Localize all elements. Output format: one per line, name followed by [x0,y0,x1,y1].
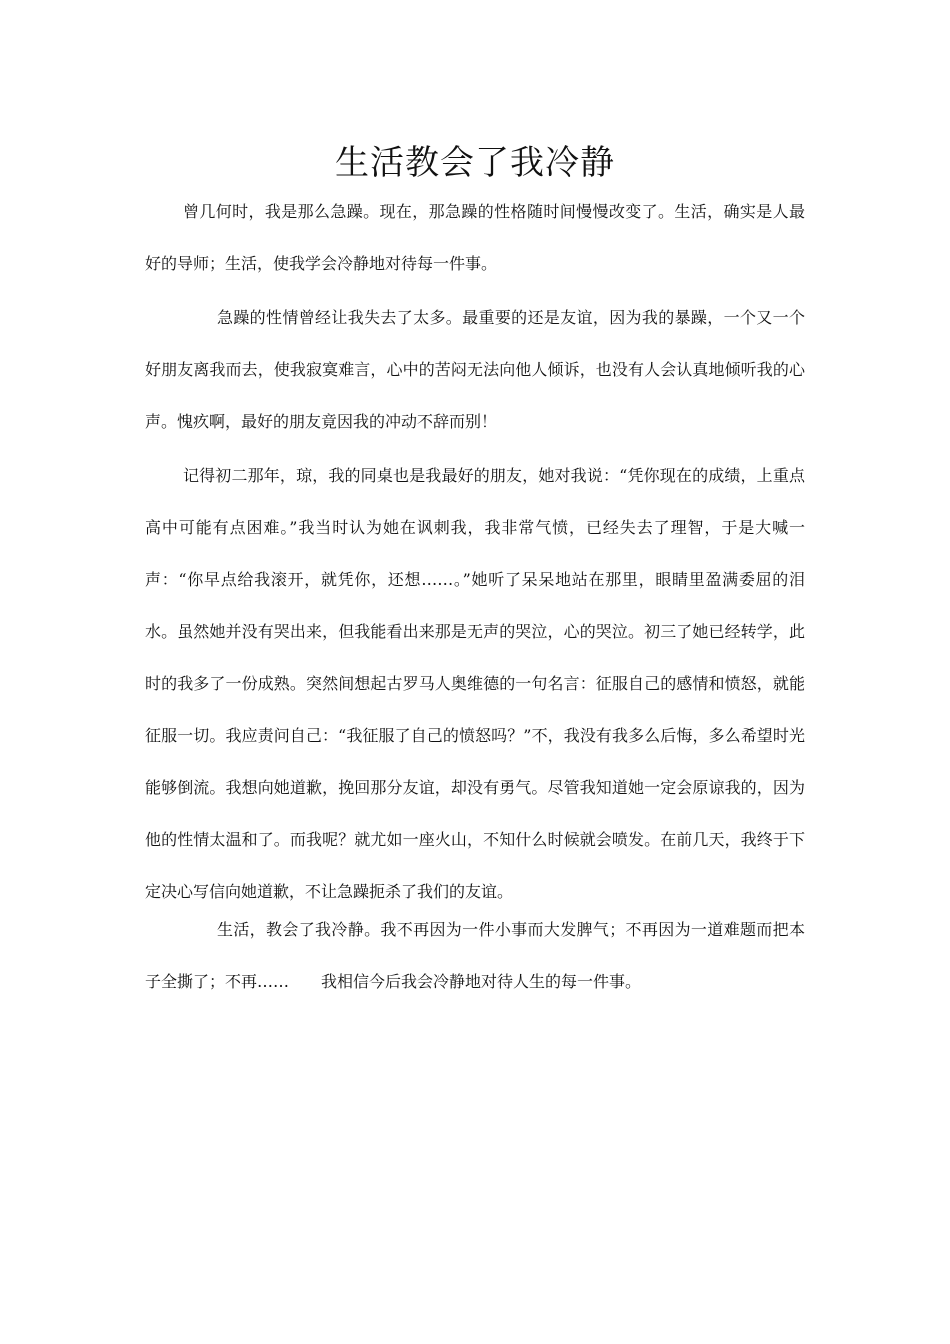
document-title: 生活教会了我冷静 [335,143,615,183]
paragraph-1: 曾几何时，我是那么急躁。现在，那急躁的性格随时间慢慢改变了。生活，确实是人最好的导师；生活，使我学会冷静地对待每一件事。 [145,202,805,273]
paragraph-4 [145,904,805,1008]
paragraph-4-part-1: 生活，教会了我冷静。我不再因为一件小事而大发脾气；不再因为一道难题而把本子全撕了；不再…… [145,920,805,991]
paragraph-3: 记得初二那年，琼，我的同桌也是我最好的朋友，她对我说：“凭你现在的成绩，上重点高中可能有点困难。”我当时认为她在讽刺我，我非常气愤，已经失去了理智，于是大喊一声：“你早点给我滚开，就凭你，还想……。”她听了呆呆地站在那里，眼睛里盈满委屈的泪水。虽然她并没有哭出来，但我能看出来那是无声的哭泣，心的哭泣。初三了她已经转学，此时的我多了一份成熟。突然间想起古罗马人奥维德的一句名言：征服自己的感情和愤怒，就能征服一切。我应责问自己：“我征服了自己的愤怒吗？”不，我没有我多么后悔，多么希望时光能够倒流。我想向她道歉，挽回那分友谊，却没有勇气。尽管我知道她一定会原谅我的，因为他的性情太温和了。而我呢？就尤如一座火山，不知什么时候就会喷发。在前几天，我终于下定决心写信向她道歉，不让急躁扼杀了我们的友谊。 [145,466,805,901]
paragraph-4-part-2: 我相信今后我会冷静地对待人生的每一件事。 [321,972,642,991]
paragraph-2: 急躁的性情曾经让我失去了太多。最重要的还是友谊，因为我的暴躁，一个又一个好朋友离我而去，使我寂寞难言，心中的苦闷无法向他人倾诉，也没有人会认真地倾听我的心声。愧疚啊，最好的朋友竟因我的冲动不辞而别！ [145,308,805,431]
